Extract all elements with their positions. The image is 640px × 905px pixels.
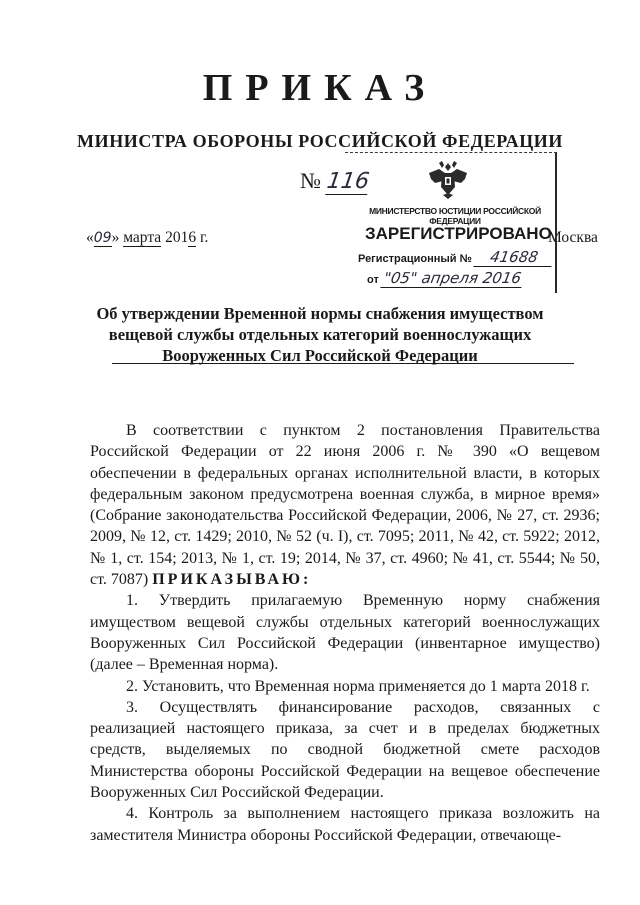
stamp-registered: ЗАРЕГИСТРИРОВАНО: [365, 224, 552, 243]
stamp-ministry: МИНИСТЕРСТВО ЮСТИЦИИ РОССИЙСКОЙ ФЕДЕРАЦИИ: [369, 206, 541, 226]
city: Москва: [548, 229, 598, 246]
order-number-value: 116: [324, 169, 371, 194]
date-open-quote: «: [86, 229, 94, 246]
order-item: 4. Контроль за выполнением настоящего приказа возложить на заместителя Министра обороны Российской Федерации, отвечающе-: [90, 805, 600, 844]
stamp-from-label: от: [367, 274, 379, 286]
preamble-paragraph: [90, 420, 600, 590]
stamp-reg-label: Регистрационный №: [358, 253, 472, 265]
heading-line: вещевой службы отдельных категорий военнослужащих: [108, 325, 532, 344]
order-item: 2. Установить, что Временная норма применяется до 1 марта 2018 г.: [126, 677, 590, 695]
issuer-line: МИНИСТРА ОБОРОНЫ РОССИЙСКОЙ ФЕДЕРАЦИИ: [77, 131, 563, 151]
heading-line: Об утверждении Временной нормы снабжения имуществом: [96, 304, 544, 323]
stamp-registration-line: [358, 248, 553, 267]
date-close-quote: »: [111, 229, 120, 246]
document-heading: [0, 303, 640, 366]
date-month: марта: [123, 229, 162, 246]
order-date: [86, 229, 208, 247]
preamble-text: В соответствии с пунктом 2 постановления Правительства Российской Федерации от 22 июня 2006 г. № 390 «О вещевом обеспечении в федеральных органах исполнительной власти, в которых федеральным законом предусмотрена военная служба, в мирное время» (Собрание законодательства Российской Федерации, 2006, № 27, ст. 2936; 2009, № 12, ст. 1429; 2010, № 52 (ч. I), ст. 7095; 2011, № 42, ст. 5922; 2012, № 1, ст. 154; 2013, № 1, ст. 19; 2014, № 37, ст. 4960; № 41, ст. 5544; № 50, ст. 7087): [90, 422, 600, 589]
order-item: 3. Осуществлять финансирование расходов, связанных с реализацией настоящего приказа, за счет и в пределах бюджетных средств, выделяемых по сводной бюджетной смете расходов Министерства обороны Российской Федерации на вещевое обеспечение Вооруженных Сил Российской Федерации.: [90, 698, 600, 802]
document-body: [90, 420, 600, 846]
stamp-date-line: [367, 269, 523, 288]
command-word: ПРИКАЗЫВАЮ:: [152, 571, 312, 589]
date-day: 09: [93, 230, 112, 246]
number-sign: №: [300, 168, 321, 193]
date-year-prefix: 201: [165, 229, 189, 246]
order-item: 1. Утвердить прилагаемую Временную норму снабжения имуществом вещевой службы отдельных категорий военнослужащих Вооруженных Сил Российской Федерации (инвентарное имущество) (далее – Временная норма).: [90, 592, 600, 674]
stamp-reg-number: 41688: [473, 248, 554, 267]
heading-underline: [112, 363, 574, 364]
date-suffix: г.: [199, 229, 209, 246]
date-year-digit: 6: [188, 229, 197, 246]
stamp-from-date: "05" апреля 2016: [380, 269, 524, 288]
registration-stamp: [345, 152, 557, 293]
document-title: ПРИКАЗ: [202, 67, 438, 109]
double-headed-eagle-emblem-icon: [425, 159, 471, 199]
heading-line: Вооруженных Сил Российской Федерации: [162, 346, 478, 365]
